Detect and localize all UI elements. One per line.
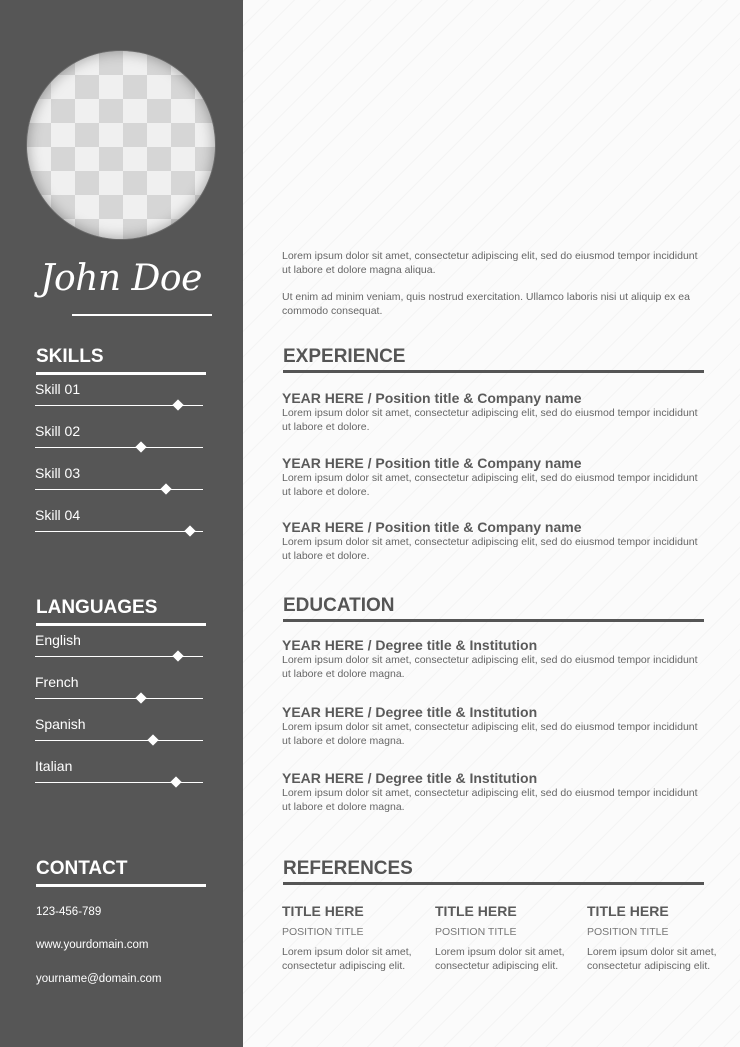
skill-item [35,465,203,501]
reference-name: TITLE HERE [435,903,517,919]
language-bar-track [35,740,203,741]
language-level-marker [147,734,158,745]
contact-website[interactable]: www.yourdomain.com [36,939,149,951]
reference-name: TITLE HERE [587,903,669,919]
education-heading: EDUCATION [283,595,704,622]
experience-title: YEAR HERE / Position title & Company name [282,519,582,535]
reference-desc: Lorem ipsum dolor sit amet, consectetur adipiscing elit. [435,946,565,972]
sidebar [0,0,243,1047]
language-level-marker [170,776,181,787]
experience-entry [282,390,702,434]
reference-position: POSITION TITLE [587,926,669,938]
skill-bar-track [35,531,203,532]
profile-name: John Doe [40,258,202,299]
language-label: French [35,674,79,690]
reference-card [435,903,565,973]
skill-label: Skill 02 [35,423,81,439]
experience-desc: Lorem ipsum dolor sit amet, consectetur adipiscing elit, sed do eiusmod tempor incididunt ut labore et dolore. [282,407,698,433]
reference-position: POSITION TITLE [435,926,517,938]
intro-paragraph-1: Lorem ipsum dolor sit amet, consectetur adipiscing elit, sed do eiusmod tempor incididunt ut labore et dolore magna aliqua. [282,250,698,276]
reference-desc: Lorem ipsum dolor sit amet, consectetur adipiscing elit. [587,946,717,972]
education-title: YEAR HERE / Degree title & Institution [282,704,538,720]
contact-email[interactable]: yourname@domain.com [36,973,162,985]
intro-paragraph-2: Ut enim ad minim veniam, quis nostrud exercitation. Ullamco laboris nisi ut aliquip ex ea commodo consequat. [282,291,690,317]
skill-bar-track [35,447,203,448]
language-bar-track [35,698,203,699]
language-label: English [35,632,81,648]
skill-label: Skill 04 [35,507,81,523]
languages-heading: LANGUAGES [36,597,206,626]
language-item [35,674,203,710]
skills-heading: SKILLS [36,346,206,375]
experience-entry [282,519,702,563]
skill-level-marker [135,441,146,452]
language-level-marker [172,650,183,661]
name-underline [72,314,212,316]
skill-bar-track [35,489,203,490]
skill-item [35,423,203,459]
experience-title: YEAR HERE / Position title & Company name [282,455,582,471]
references-heading: REFERENCES [283,858,704,885]
education-title: YEAR HERE / Degree title & Institution [282,770,538,786]
language-level-marker [135,692,146,703]
reference-card [282,903,412,973]
language-label: Spanish [35,716,86,732]
profile-photo-placeholder [27,51,215,239]
skill-level-marker [172,399,183,410]
education-entry [282,637,702,681]
education-entry [282,770,702,814]
skill-item [35,381,203,417]
language-item [35,632,203,668]
reference-desc: Lorem ipsum dolor sit amet, consectetur adipiscing elit. [282,946,412,972]
education-entry [282,704,702,748]
reference-name: TITLE HERE [282,903,364,919]
experience-heading: EXPERIENCE [283,346,704,373]
experience-title: YEAR HERE / Position title & Company name [282,390,582,406]
skill-item [35,507,203,543]
reference-card [587,903,717,973]
reference-position: POSITION TITLE [282,926,364,938]
language-item [35,716,203,752]
language-item [35,758,203,794]
skill-level-marker [160,483,171,494]
skill-label: Skill 01 [35,381,81,397]
experience-desc: Lorem ipsum dolor sit amet, consectetur adipiscing elit, sed do eiusmod tempor incididunt ut labore et dolore. [282,536,698,562]
experience-entry [282,455,702,499]
skill-label: Skill 03 [35,465,81,481]
education-desc: Lorem ipsum dolor sit amet, consectetur adipiscing elit, sed do eiusmod tempor incididunt ut labore et dolore magna. [282,787,698,813]
education-desc: Lorem ipsum dolor sit amet, consectetur adipiscing elit, sed do eiusmod tempor incididunt ut labore et dolore magna. [282,721,698,747]
language-label: Italian [35,758,73,774]
education-title: YEAR HERE / Degree title & Institution [282,637,538,653]
experience-desc: Lorem ipsum dolor sit amet, consectetur adipiscing elit, sed do eiusmod tempor incididunt ut labore et dolore. [282,472,698,498]
contact-phone: 123-456-789 [36,906,102,918]
skill-level-marker [184,525,195,536]
education-desc: Lorem ipsum dolor sit amet, consectetur adipiscing elit, sed do eiusmod tempor incididunt ut labore et dolore magna. [282,654,698,680]
contact-heading: CONTACT [36,858,206,887]
